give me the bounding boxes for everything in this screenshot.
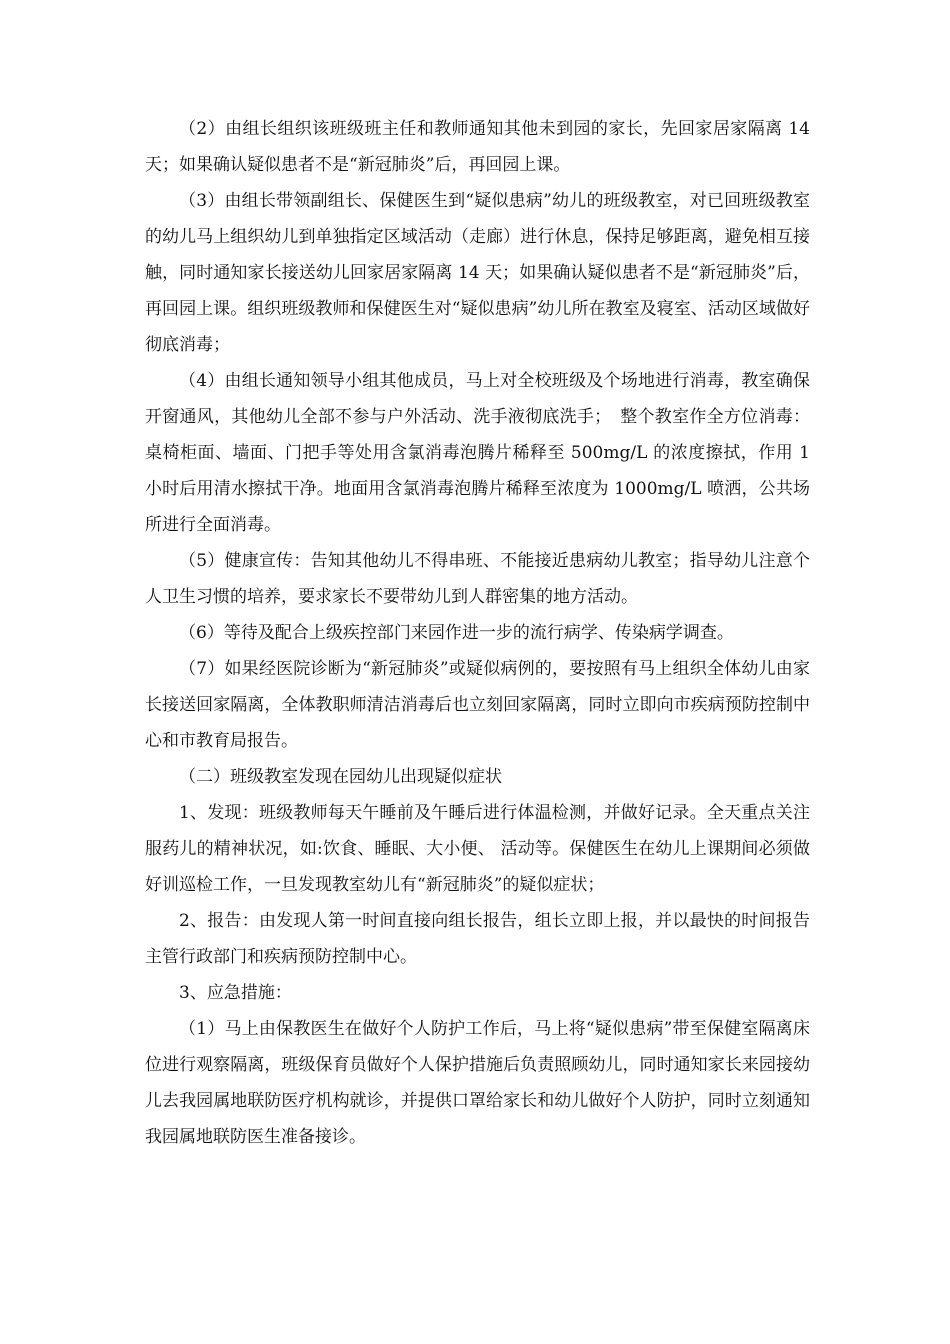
document-body bbox=[145, 111, 816, 1155]
paragraph-home-isolation: （2）由组长组织该班级班主任和教师通知其他未到园的家长，先回家居家隔离 14 天；如果确认疑似患者不是“新冠肺炎”后，再回园上课。 bbox=[145, 119, 816, 175]
paragraph-investigation: （6）等待及配合上级疾控部门来园作进一步的流行病学、传染病学调查。 bbox=[179, 623, 734, 643]
paragraph-report: 2、报告：由发现人第一时间直接向组长报告，组长立即上报，并以最快的时间报告主管行政部门和疾病预防控制中心。 bbox=[145, 911, 810, 967]
paragraph-emergency-step-1: （1）马上由保教医生在做好个人防护工作后，马上将“疑似患病”带至保健室隔离床位进行观察隔离，班级保育员做好个人保护措施后负责照顾幼儿，同时通知家长来园接幼儿去我园属地联防医疗机构就诊，并提供口罩给家长和幼儿做好个人防护，同时立刻通知我园属地联防医生准备接诊。 bbox=[145, 1019, 810, 1147]
paragraph-disinfection: （4）由组长通知领导小组其他成员，马上对全校班级及个场地进行消毒，教室确保开窗通风，其他幼儿全部不参与户外活动、洗手液彻底洗手； 整个教室作全方位消毒：桌椅柜面、墙面、门把手等处用含氯消毒泡腾片稀释至 500mg/L 的浓度擦拭，作用 1 小时后用清水擦拭干净。地面用含氯消毒泡腾片稀释至浓度为 1000mg/L 喷洒，公共场所进行全面消毒。 bbox=[145, 371, 816, 535]
paragraph-health-promotion: （5）健康宣传：告知其他幼儿不得串班、不能接近患病幼儿教室；指导幼儿注意个人卫生习惯的培养，要求家长不要带幼儿到人群密集的地方活动。 bbox=[145, 551, 810, 607]
paragraph-diagnosis: （7）如果经医院诊断为“新冠肺炎”或疑似病例的，要按照有马上组织全体幼儿由家长接送回家隔离，全体教职师清洁消毒后也立刻回家隔离，同时立即向市疾病预防控制中心和市教育局报告。 bbox=[145, 659, 810, 751]
section-heading: （二）班级教室发现在园幼儿出现疑似症状 bbox=[179, 767, 502, 787]
paragraph-classroom-response: （3）由组长带领副组长、保健医生到“疑似患病”幼儿的班级教室，对已回班级教室的幼儿马上组织幼儿到单独指定区域活动（走廊）进行休息，保持足够距离，避免相互接触，同时通知家长接送幼儿回家居家隔离 14 天；如果确认疑似患者不是“新冠肺炎”后，再回园上课。组织班级教师和保健医生对“疑似患病”幼儿所在教室及寝室、活动区域做好彻底消毒； bbox=[145, 191, 810, 355]
paragraph-discovery: 1、发现：班级教师每天午睡前及午睡后进行体温检测，并做好记录。全天重点关注服药儿的精神状况，如:饮食、睡眠、大小便、 活动等。保健医生在幼儿上课期间必须做好训巡检工作，一旦发现教室幼儿有“新冠肺炎”的疑似症状； bbox=[145, 803, 810, 895]
paragraph-emergency-heading: 3、应急措施： bbox=[179, 983, 292, 1003]
